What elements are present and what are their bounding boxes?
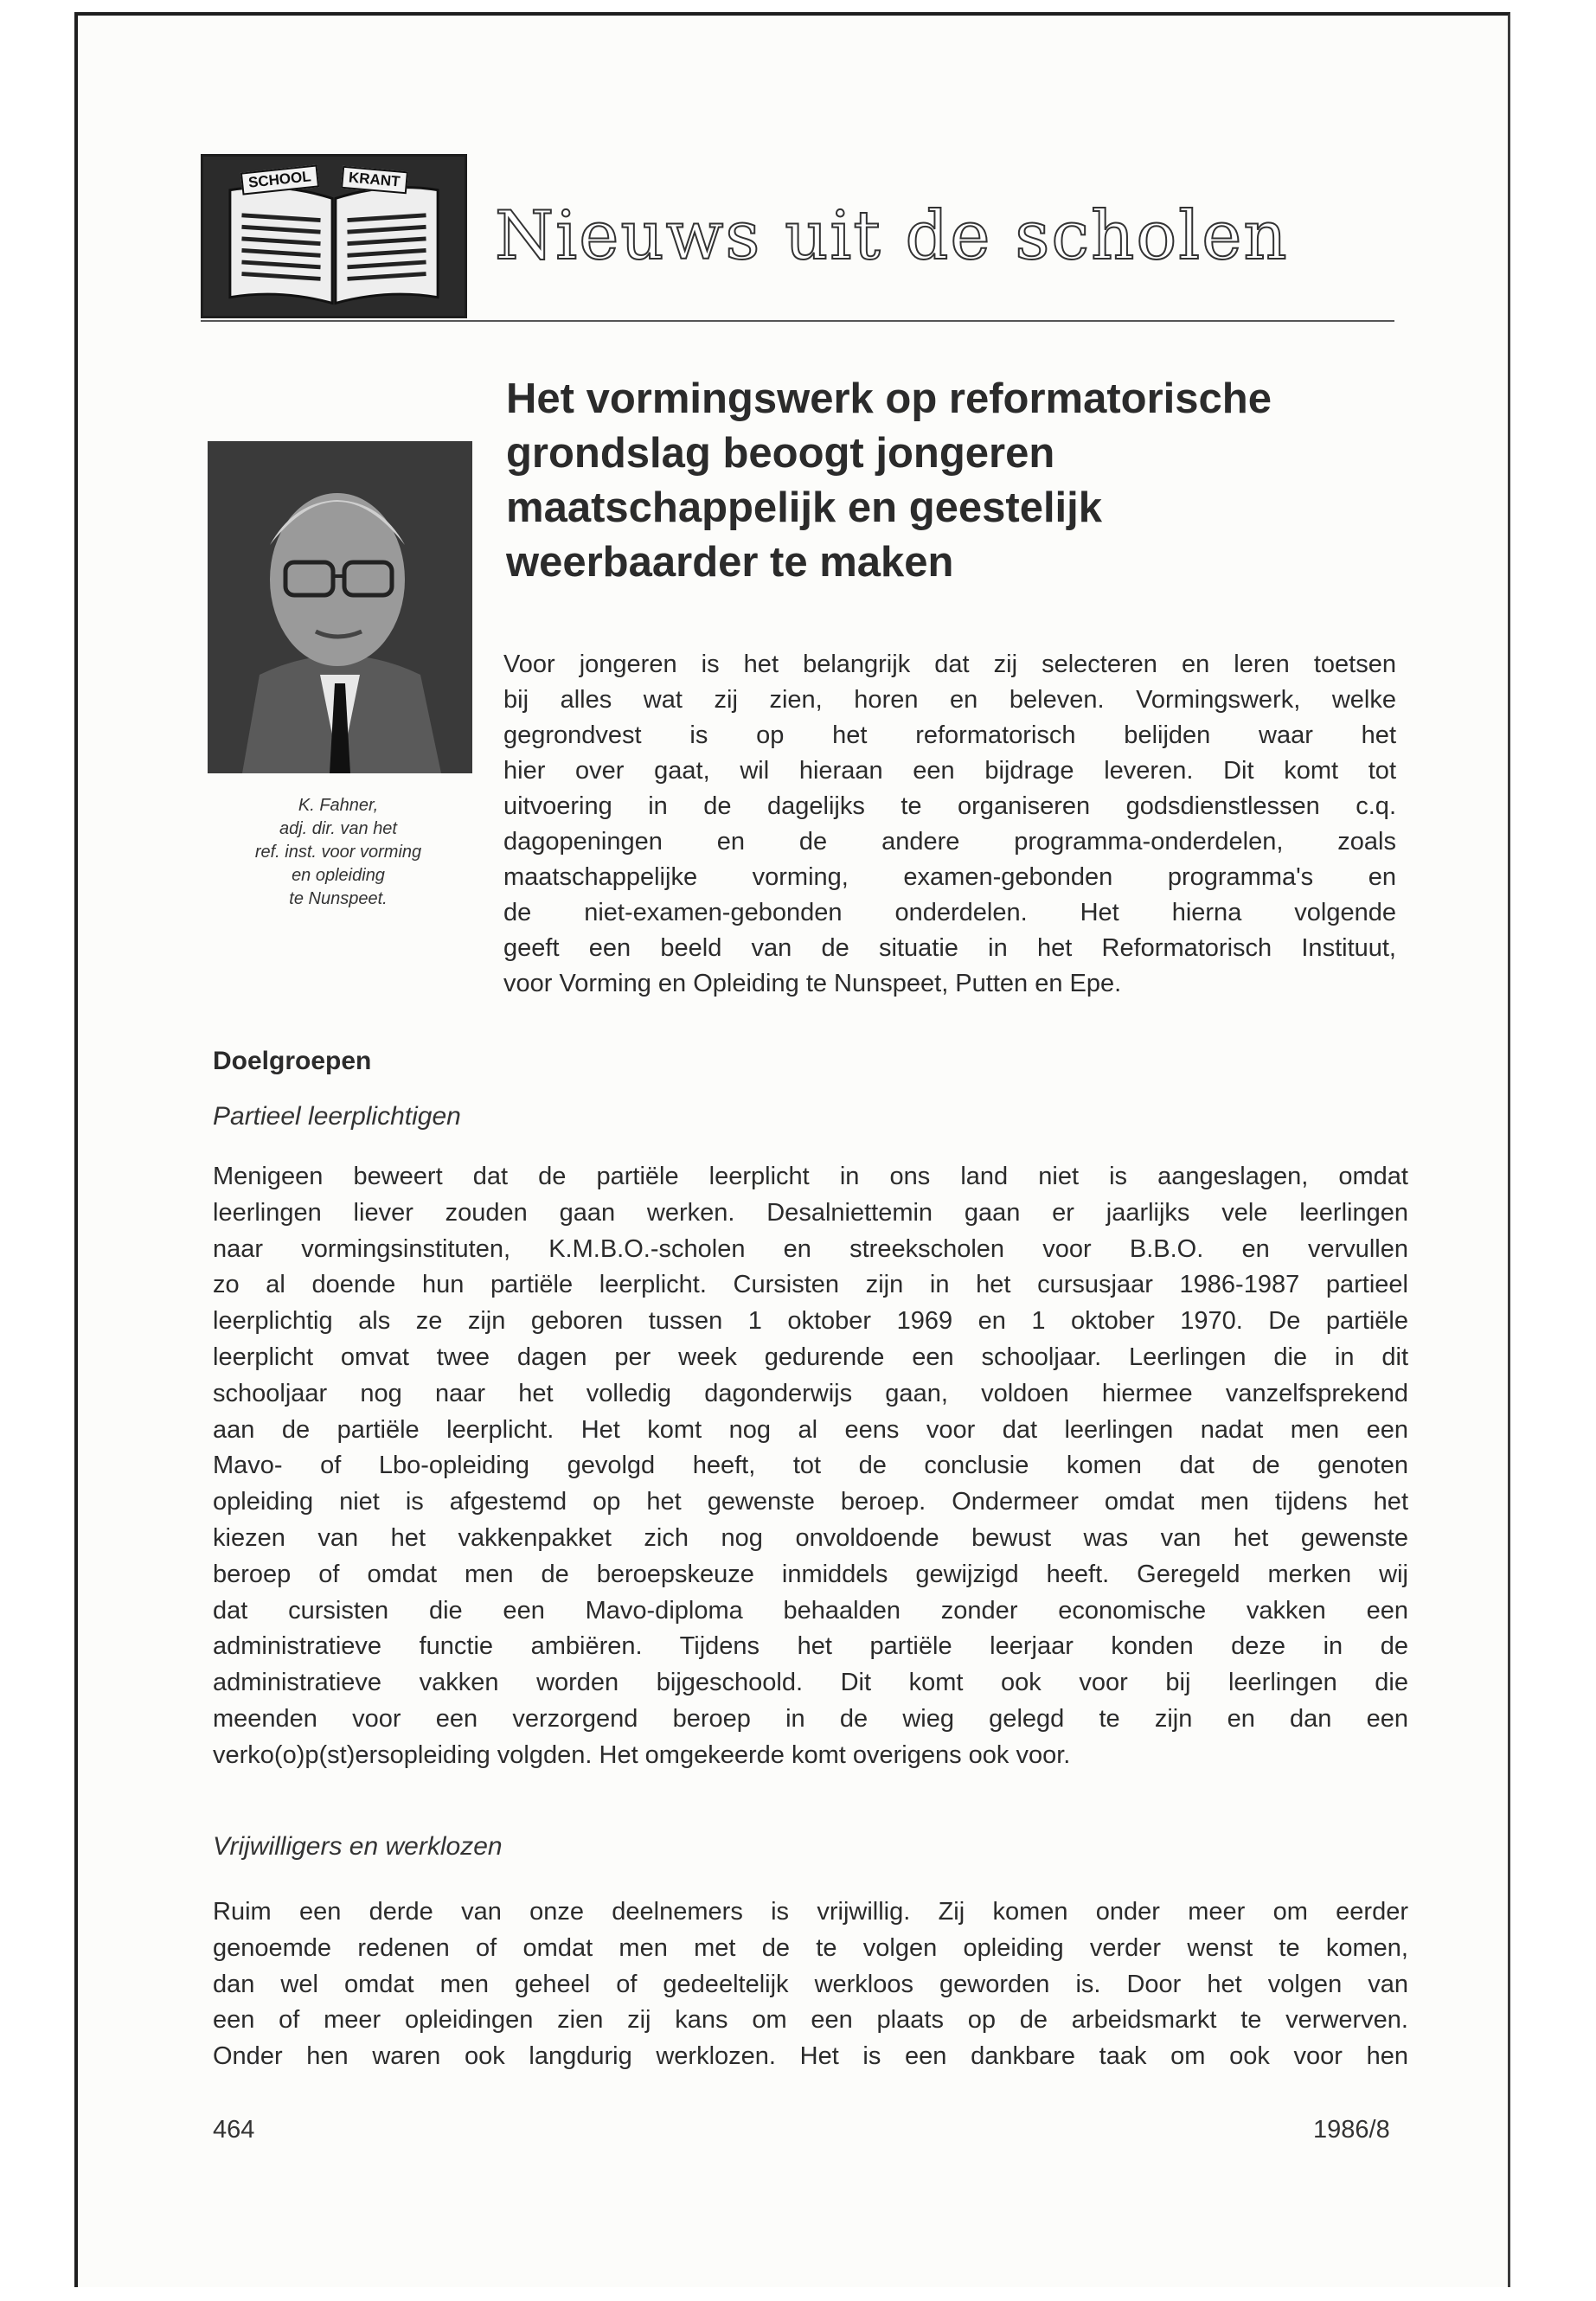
body-line: administratieve vakken worden bijgeschoold. Dit komt ook voor bij leerlingen die	[213, 1669, 1408, 1697]
author-portrait-photo	[208, 441, 472, 773]
lead-line: gegrondvest is op het reformatorisch belijden waar het	[503, 721, 1396, 749]
lead-line: Voor jongeren is het belangrijk dat zij selecteren en leren toetsen	[503, 651, 1396, 678]
body-paragraph-1	[213, 1159, 1408, 1774]
lead-line: de niet-examen-gebonden onderdelen. Het hierna volgende	[503, 899, 1396, 926]
body-line: zo al doende hun partiële leerplicht. Cursisten zijn in het cursusjaar 1986-1987 partieel	[213, 1271, 1408, 1299]
subheading-partieel: Partieel leerplichtigen	[213, 1102, 461, 1131]
schoolkrant-logo	[201, 154, 467, 318]
lead-line: geeft een beeld van de situatie in het Reformatorisch Instituut,	[503, 934, 1396, 962]
body-line: dat cursisten die een Mavo-diploma behaalden zonder economische vakken een	[213, 1596, 1408, 1625]
article-headline	[506, 372, 1388, 590]
page-number: 464	[213, 2116, 255, 2144]
body-line: meenden voor een verzorgend beroep in de wieg gelegd te zijn en dan een	[213, 1704, 1408, 1733]
subheading-vrijwilligers: Vrijwilligers en werklozen	[213, 1832, 503, 1861]
body-line: Menigeen beweert dat de partiële leerplicht in ons land niet is aangeslagen, omdat	[213, 1163, 1408, 1190]
body-line: leerplicht omvat twee dagen per week gedurende een schooljaar. Leerlingen die in dit	[213, 1343, 1408, 1371]
body-line: schooljaar nog naar het volledig dagonderwijs gaan, voldoen hiermee vanzelfsprekend	[213, 1379, 1408, 1407]
body-line: leerplichtig als ze zijn geboren tussen 1 oktober 1969 en 1 oktober 1970. De partiële	[213, 1307, 1408, 1336]
headline-line: weerbaarder te maken	[506, 539, 954, 586]
masthead-divider	[201, 320, 1394, 322]
body-paragraph-2	[213, 1894, 1408, 2075]
body-line: opleiding niet is afgestemd op het gewenste beroep. Ondermeer omdat men tijdens het	[213, 1488, 1408, 1516]
lead-line: dagopeningen en de andere programma-onderdelen, zoals	[503, 828, 1396, 856]
logo-school-label: SCHOOL	[240, 164, 319, 195]
body-line: Mavo- of Lbo-opleiding gevolgd heeft, tot de conclusie komen dat de genoten	[213, 1452, 1408, 1480]
body-line: leerlingen liever zouden gaan werken. Desalniettemin gaan er jaarlijks vele leerlingen	[213, 1198, 1408, 1227]
body-line: aan de partiële leerplicht. Het komt nog al eens voor dat leerlingen nadat men een	[213, 1415, 1408, 1444]
body-line: dan wel omdat men geheel of gedeeltelijk werkloos geworden is. Door het volgen van	[213, 1970, 1408, 1998]
body-line: Ruim een derde van onze deelnemers is vrijwillig. Zij komen onder meer om eerder	[213, 1898, 1408, 1926]
body-line: genoemde redenen of omdat men met de te volgen opleiding verder wenst te komen,	[213, 1933, 1408, 1962]
lead-line: bij alles wat zij zien, horen en beleven. Vormingswerk, welke	[503, 686, 1396, 714]
body-line: administratieve functie ambiëren. Tijdens het partiële leerjaar konden deze in de	[213, 1632, 1408, 1661]
lead-paragraph	[503, 647, 1396, 1002]
section-title: Nieuws uit de scholen	[495, 197, 1289, 275]
lead-line: maatschappelijke vorming, examen-gebonden programma's en	[503, 863, 1396, 891]
body-line: beroep of omdat men de beroepskeuze inmiddels gewijzigd heeft. Geregeld merken wij	[213, 1560, 1408, 1588]
headline-line: grondslag beoogt jongeren	[506, 430, 1055, 477]
body-line: kiezen van het vakkenpakket zich nog onvoldoende bewust was van het gewenste	[213, 1523, 1408, 1552]
caption-line: ref. inst. voor vorming	[254, 843, 422, 862]
body-line: Onder hen waren ook langdurig werklozen. Het is een dankbare taak om ook voor hen	[213, 2042, 1408, 2071]
caption-line: K. Fahner,	[298, 796, 379, 815]
caption-line: te Nunspeet.	[289, 889, 388, 908]
headline-line: Het vormingswerk op reformatorische	[506, 375, 1272, 422]
lead-line: voor Vorming en Opleiding te Nunspeet, Putten en Epe.	[503, 970, 1122, 997]
masthead	[201, 154, 1394, 323]
lead-line: uitvoering in de dagelijks te organiseren godsdienstlessen c.q.	[503, 792, 1396, 820]
logo-krant-label: KRANT	[341, 166, 407, 194]
body-line: een of meer opleidingen zien zij kans om een plaats op de arbeidsmarkt te verwerven.	[213, 2006, 1408, 2035]
body-line: naar vormingsinstituten, K.M.B.O.-scholen en streekscholen voor B.B.O. en vervullen	[213, 1234, 1408, 1263]
headline-line: maatschappelijk en geestelijk	[506, 484, 1103, 531]
photo-caption	[204, 794, 472, 911]
caption-line: adj. dir. van het	[279, 819, 397, 838]
issue-number: 1986/8	[1313, 2116, 1390, 2144]
section-heading: Doelgroepen	[213, 1047, 372, 1075]
body-line: verko(o)p(st)ersopleiding volgden. Het omgekeerde komt overigens ook voor.	[213, 1740, 1071, 1769]
lead-line: hier over gaat, wil hieraan een bijdrage leveren. Dit komt tot	[503, 757, 1396, 785]
caption-line: en opleiding	[292, 866, 385, 885]
